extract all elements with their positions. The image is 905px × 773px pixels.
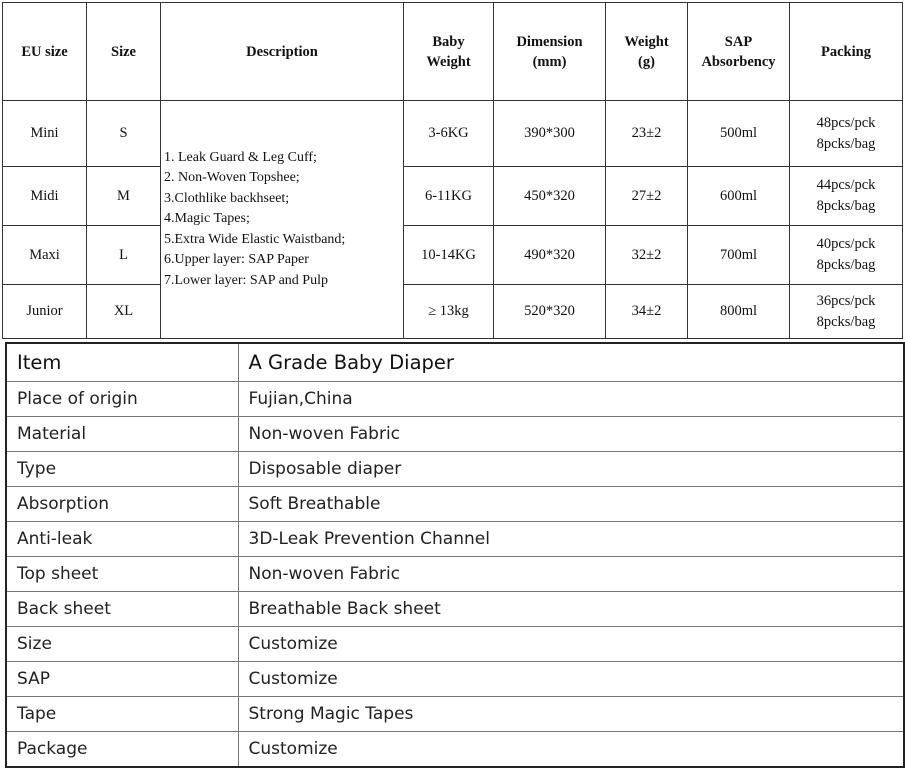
table-row [6,662,904,697]
attribute-label: Size [6,627,238,662]
attribute-value: Disposable diaper [238,452,904,487]
packing-cell: 48pcs/pck 8pcks/bag [790,101,903,167]
attribute-label: Top sheet [6,557,238,592]
dimension-cell: 490*320 [494,226,606,285]
product-attribute-table [5,342,905,768]
description-line: 6.Upper layer: SAP Paper [164,252,309,268]
spec-row-mini [3,101,903,167]
attribute-label: Anti-leak [6,522,238,557]
baby-weight-cell: 3-6KG [404,101,494,167]
packing-cell: 36pcs/pck 8pcks/bag [790,285,903,339]
weight-cell: 32±2 [606,226,688,285]
sap-cell: 800ml [688,285,790,339]
description-line: 3.Clothlike backhseet; [164,190,290,206]
size-spec-table [2,2,903,339]
table-row [6,732,904,768]
spec-row-midi [3,167,903,226]
size-cell: L [87,226,161,285]
description-line: 7.Lower layer: SAP and Pulp [164,272,328,288]
attribute-label: Item [6,343,238,382]
baby-weight-cell: 6-11KG [404,167,494,226]
sap-cell: 600ml [688,167,790,226]
baby-weight-cell: ≥ 13kg [404,285,494,339]
table-row [6,452,904,487]
header-sap-absorbency: SAP Absorbency [688,3,790,101]
table-row [6,487,904,522]
weight-cell: 34±2 [606,285,688,339]
weight-cell: 27±2 [606,167,688,226]
attribute-label: Tape [6,697,238,732]
attribute-value: Breathable Back sheet [238,592,904,627]
dimension-cell: 450*320 [494,167,606,226]
header-description: Description [161,3,404,101]
spec-row-junior [3,285,903,339]
table-row [6,627,904,662]
sap-cell: 700ml [688,226,790,285]
size-cell: M [87,167,161,226]
attribute-label: Package [6,732,238,768]
spec-header-row [3,3,903,101]
attribute-value: Soft Breathable [238,487,904,522]
dimension-cell: 390*300 [494,101,606,167]
attribute-value: Customize [238,627,904,662]
table-row [6,592,904,627]
table-row [6,417,904,452]
packing-cell: 44pcs/pck 8pcks/bag [790,167,903,226]
size-cell: XL [87,285,161,339]
attribute-label: Absorption [6,487,238,522]
packing-cell: 40pcs/pck 8pcks/bag [790,226,903,285]
baby-weight-cell: 10-14KG [404,226,494,285]
description-line: 1. Leak Guard & Leg Cuff; [164,149,317,165]
dimension-cell: 520*320 [494,285,606,339]
weight-cell: 23±2 [606,101,688,167]
description-cell [161,101,404,339]
description-line: 2. Non-Woven Topshee; [164,170,300,186]
header-size: Size [87,3,161,101]
attribute-header-row [6,343,904,382]
table-row [6,382,904,417]
eu-size-cell: Midi [3,167,87,226]
attribute-value: Customize [238,732,904,768]
header-dimension: Dimension (mm) [494,3,606,101]
table-row [6,522,904,557]
size-cell: S [87,101,161,167]
attribute-label: SAP [6,662,238,697]
attribute-value: Customize [238,662,904,697]
attribute-label: Back sheet [6,592,238,627]
eu-size-cell: Mini [3,101,87,167]
attribute-value: Non-woven Fabric [238,417,904,452]
description-line: 5.Extra Wide Elastic Waistband; [164,231,346,247]
attribute-value: A Grade Baby Diaper [238,343,904,382]
header-packing: Packing [790,3,903,101]
attribute-label: Material [6,417,238,452]
sap-cell: 500ml [688,101,790,167]
attribute-value: Strong Magic Tapes [238,697,904,732]
attribute-label: Type [6,452,238,487]
attribute-value: Non-woven Fabric [238,557,904,592]
header-weight: Weight (g) [606,3,688,101]
header-eu-size: EU size [3,3,87,101]
spec-row-maxi [3,226,903,285]
description-line: 4.Magic Tapes; [164,211,250,227]
attribute-value: 3D-Leak Prevention Channel [238,522,904,557]
header-baby-weight: Baby Weight [404,3,494,101]
attribute-value: Fujian,China [238,382,904,417]
attribute-label: Place of origin [6,382,238,417]
table-row [6,697,904,732]
eu-size-cell: Maxi [3,226,87,285]
table-row [6,557,904,592]
eu-size-cell: Junior [3,285,87,339]
